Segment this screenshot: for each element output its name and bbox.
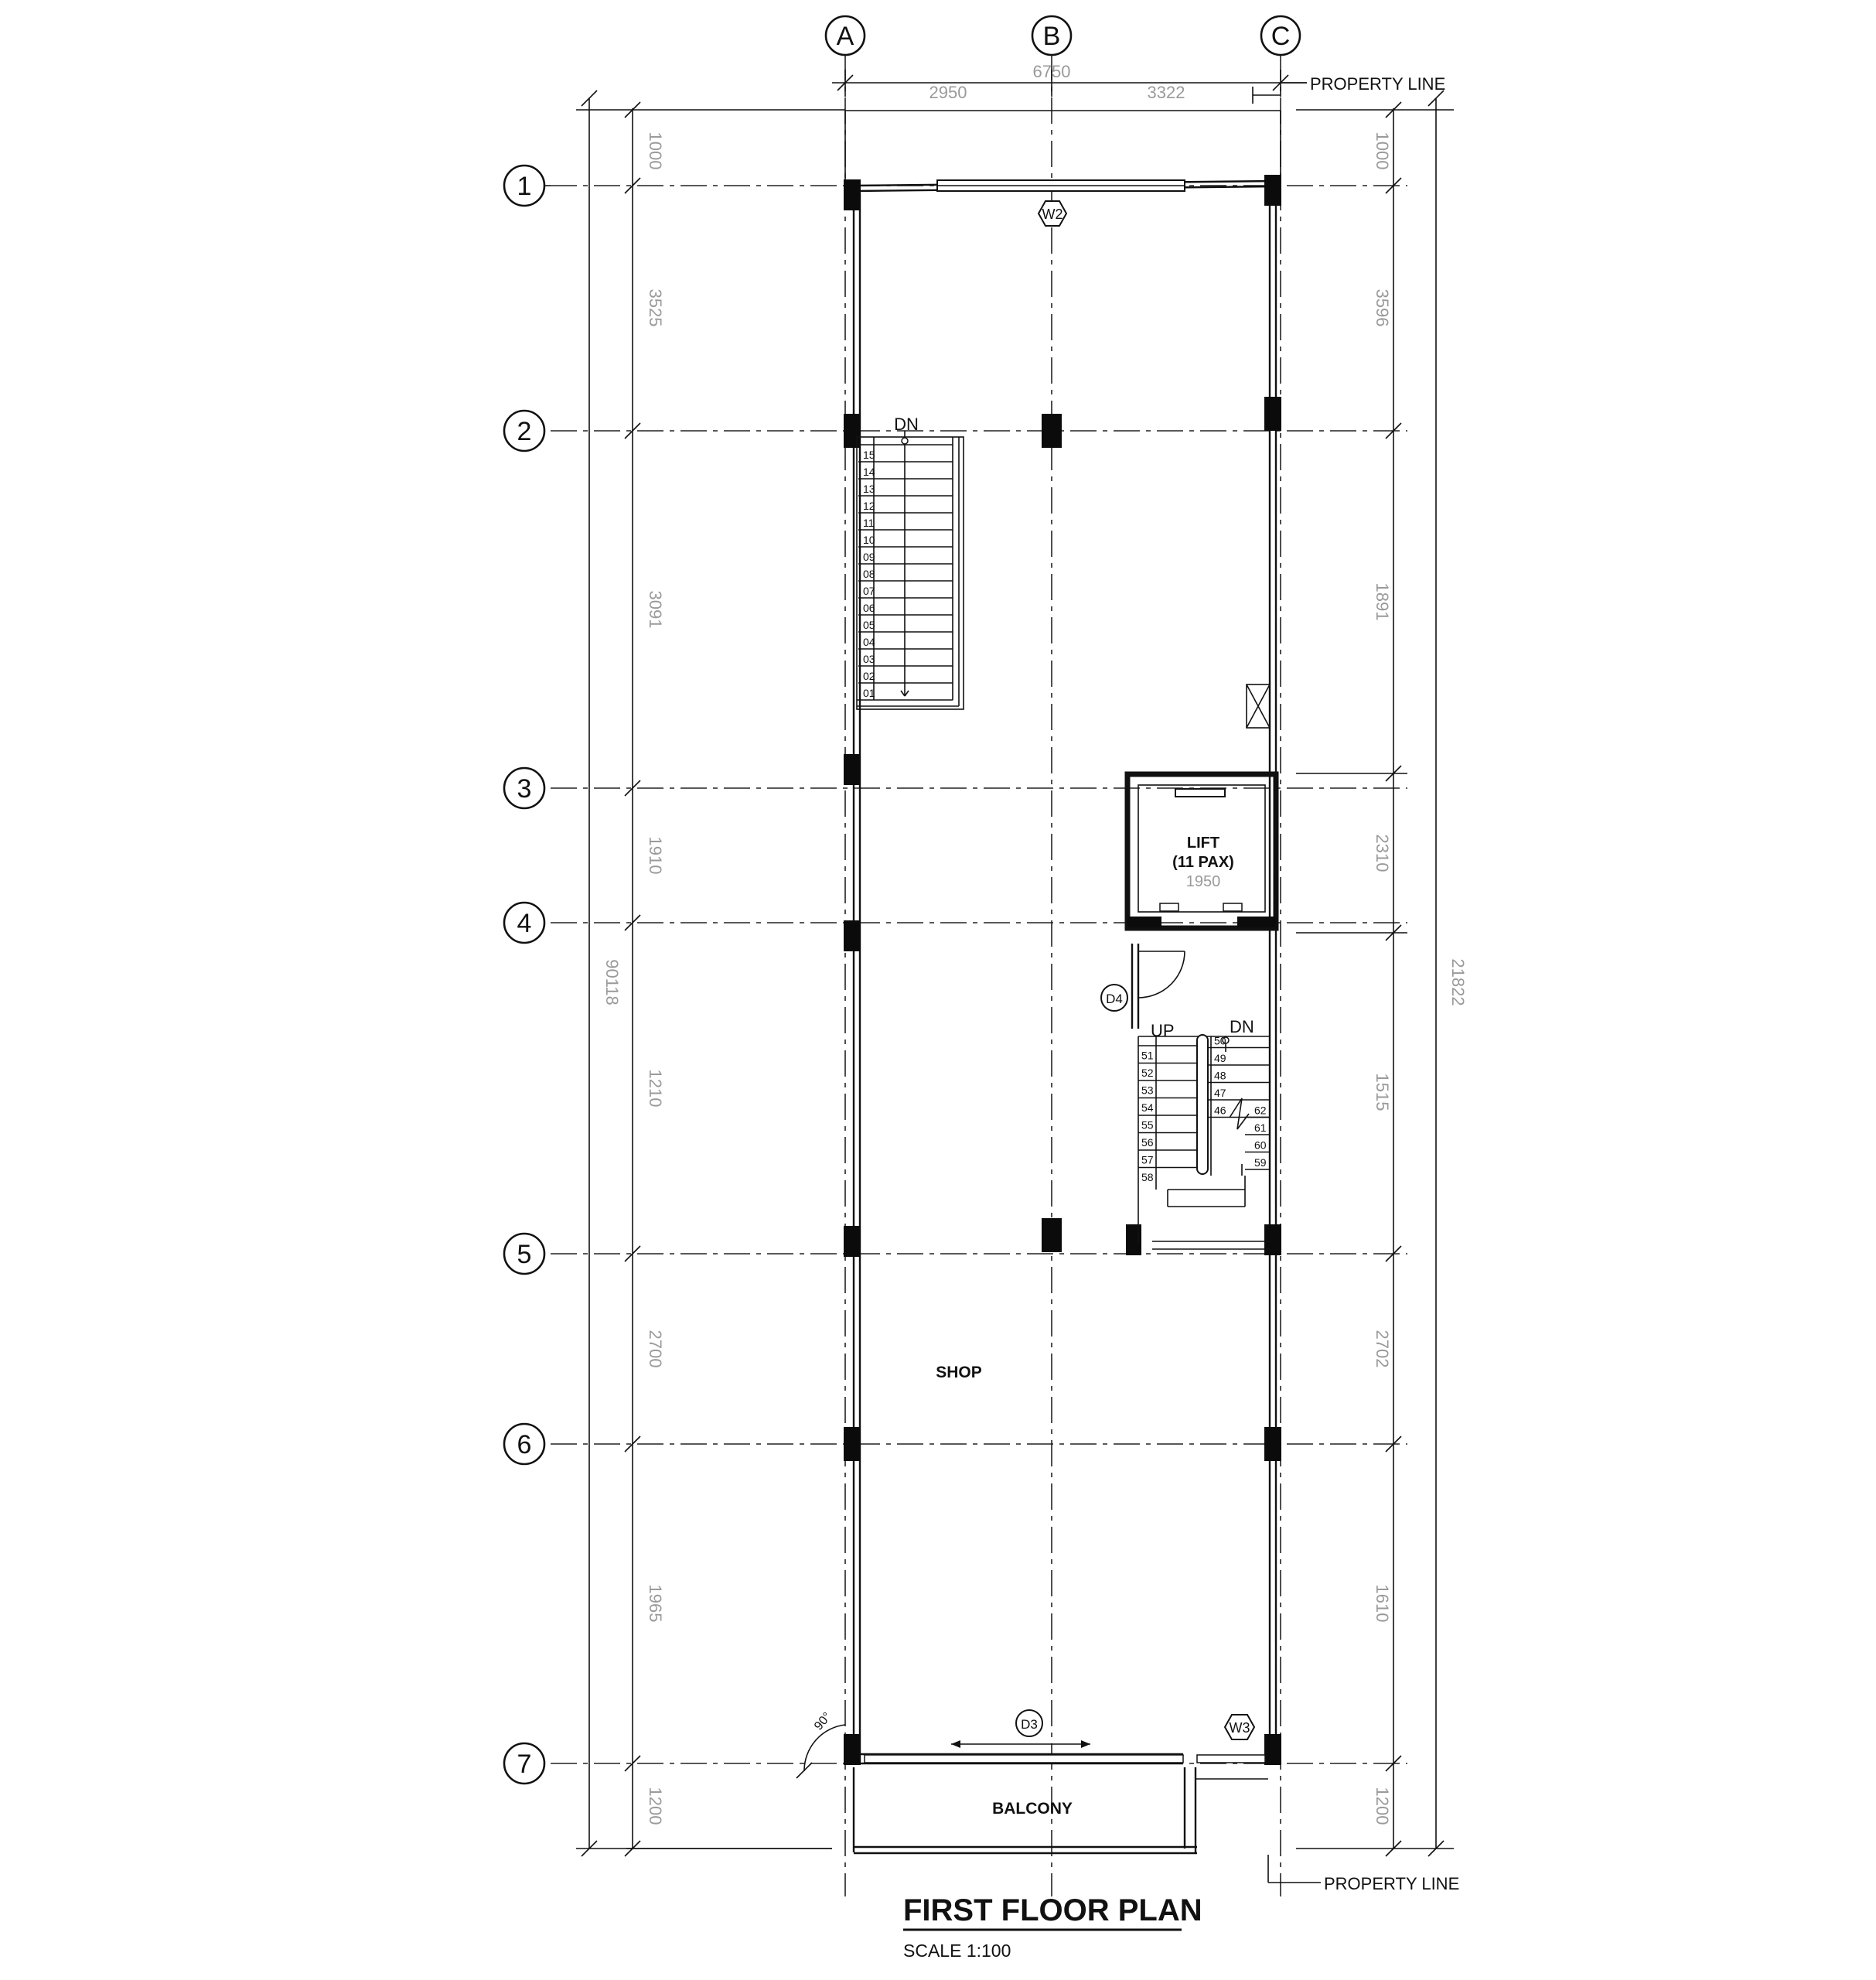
stair2-step-number: 48 [1214, 1069, 1226, 1082]
row-grid-bubble-4 [504, 903, 544, 943]
grid-label-c: C [1271, 22, 1291, 51]
stair1-step-number: 01 [863, 687, 875, 699]
dim-left-seg-1: 1000 [646, 131, 665, 170]
grid-lines [551, 54, 1407, 1896]
stair2-step-number: 56 [1141, 1136, 1154, 1149]
stair2-step-number: 52 [1141, 1067, 1154, 1079]
drawing-scale: SCALE 1:100 [903, 1941, 1011, 1961]
property-line-top [1253, 74, 1445, 104]
stair1-treads [858, 445, 953, 699]
grid-label-4: 4 [517, 909, 532, 938]
grid-label-2: 2 [517, 417, 532, 446]
left-dimension-chain [576, 90, 845, 1856]
tag-w2: W2 [1042, 207, 1063, 222]
grid-label-7: 7 [517, 1750, 532, 1779]
staircase-upper [857, 415, 964, 709]
dim-right-overall: 21822 [1448, 958, 1468, 1006]
dim-right-seg-1: 1000 [1373, 131, 1392, 170]
title-block [903, 1893, 1202, 1961]
grid-label-5: 5 [517, 1240, 532, 1269]
row-grid-bubble-7 [504, 1743, 544, 1784]
dim-left-seg-7: 1965 [646, 1584, 665, 1623]
stair2-step-number: 46 [1214, 1104, 1226, 1117]
dim-left-seg-6: 2700 [646, 1330, 665, 1368]
grid-label-3: 3 [517, 774, 532, 804]
dim-left-overall: 90118 [602, 959, 622, 1005]
grid-label-b: B [1042, 22, 1061, 51]
stair2-step-number: 49 [1214, 1052, 1226, 1064]
front-openings [804, 1710, 1265, 1771]
balcony [854, 1767, 1268, 1853]
stair1-step-number: 15 [863, 449, 875, 461]
dim-left-seg-3: 3091 [646, 590, 665, 629]
stair2-step-number: 61 [1254, 1121, 1267, 1134]
staircase-lower [1138, 1017, 1270, 1249]
stair1-step-number: 08 [863, 568, 875, 580]
stair1-step-number: 03 [863, 653, 875, 665]
stair2-step-number: 60 [1254, 1138, 1267, 1152]
dim-left-seg-5: 1210 [646, 1069, 665, 1108]
stair1-step-number: 09 [863, 551, 875, 563]
stair2-step-number: 62 [1254, 1104, 1267, 1117]
row-grid-bubble-1 [504, 166, 551, 206]
dim-right-seg-4: 2310 [1373, 834, 1392, 872]
column-grid-bubble-b [1032, 16, 1071, 55]
stair1-dn-label: DN [894, 415, 919, 434]
lift-capacity: (11 PAX) [1172, 854, 1234, 871]
dim-left-seg-2: 3525 [646, 288, 665, 327]
dim-top-seg2: 3322 [1147, 83, 1185, 102]
window-w2 [937, 180, 1185, 226]
door-d4 [1101, 944, 1185, 1029]
stair1-step-number: 12 [863, 500, 875, 512]
row-grid-bubble-2 [504, 411, 544, 451]
tag-d4: D4 [1106, 992, 1123, 1006]
dim-right-seg-8: 1200 [1373, 1787, 1392, 1825]
service-shaft [1247, 684, 1270, 728]
column-grid-bubble-c [1261, 16, 1300, 55]
stair1-step-number: 04 [863, 636, 875, 648]
column-grid-bubble-a [826, 16, 865, 55]
stair1-step-number: 11 [863, 517, 875, 529]
stair2-step-number: 53 [1141, 1084, 1154, 1097]
row-grid-bubble-6 [504, 1424, 544, 1464]
grid-label-6: 6 [517, 1430, 532, 1459]
tag-d3: D3 [1021, 1717, 1038, 1732]
lift-label: LIFT [1186, 835, 1220, 852]
drawing-title: FIRST FLOOR PLAN [903, 1893, 1202, 1927]
dim-left-seg-8: 1200 [646, 1787, 665, 1825]
stair2-up-label: UP [1151, 1021, 1175, 1040]
dim-right-seg-6: 2702 [1373, 1330, 1392, 1368]
dim-right-seg-2: 3596 [1373, 288, 1392, 327]
property-line-label-top: PROPERTY LINE [1310, 74, 1446, 94]
row-grid-bubble-5 [504, 1234, 544, 1274]
lift-shaft [1127, 774, 1276, 928]
lift-dimension: 1950 [1185, 873, 1221, 890]
grid-label-1: 1 [517, 172, 532, 201]
dim-top-seg1: 2950 [929, 83, 967, 102]
grid-label-a: A [836, 22, 854, 51]
stair1-step-number: 14 [863, 466, 875, 478]
dim-right-seg-7: 1610 [1373, 1584, 1392, 1623]
stair2-step-number: 59 [1254, 1156, 1267, 1169]
row-grid-bubble-3 [504, 768, 544, 808]
tag-w3: W3 [1229, 1720, 1250, 1736]
stair2-step-number: 58 [1141, 1171, 1154, 1183]
dim-left-seg-4: 1910 [646, 836, 665, 875]
dim-top-overall: 6750 [1032, 62, 1071, 81]
dim-right-seg-5: 1515 [1373, 1073, 1392, 1111]
stair2-step-number: 57 [1141, 1153, 1154, 1166]
room-label-balcony: BALCONY [992, 1800, 1073, 1818]
property-line-bottom [1268, 1855, 1459, 1893]
stair1-step-number: 06 [863, 602, 875, 614]
stair1-step-number: 10 [863, 534, 875, 546]
stair1-step-number: 07 [863, 585, 875, 597]
dim-right-seg-3: 1891 [1373, 582, 1392, 621]
right-dimension-chain [1296, 90, 1468, 1856]
stair1-step-number: 13 [863, 483, 875, 495]
property-line-label-bottom: PROPERTY LINE [1324, 1874, 1460, 1893]
angle-note: 90° [812, 1710, 834, 1733]
stair2-step-number: 47 [1214, 1087, 1226, 1099]
structural-columns [844, 175, 1281, 1765]
stair2-step-number: 51 [1141, 1049, 1154, 1062]
stair1-step-number: 02 [863, 670, 875, 682]
top-dimension-chain [832, 62, 1307, 189]
stair2-step-number: 50 [1214, 1034, 1226, 1047]
stair2-step-number: 55 [1141, 1118, 1154, 1132]
room-label-shop: SHOP [936, 1364, 982, 1381]
stair2-step-number: 54 [1141, 1101, 1154, 1114]
stair1-step-number: 05 [863, 619, 875, 631]
stair2-dn-label: DN [1230, 1017, 1254, 1036]
